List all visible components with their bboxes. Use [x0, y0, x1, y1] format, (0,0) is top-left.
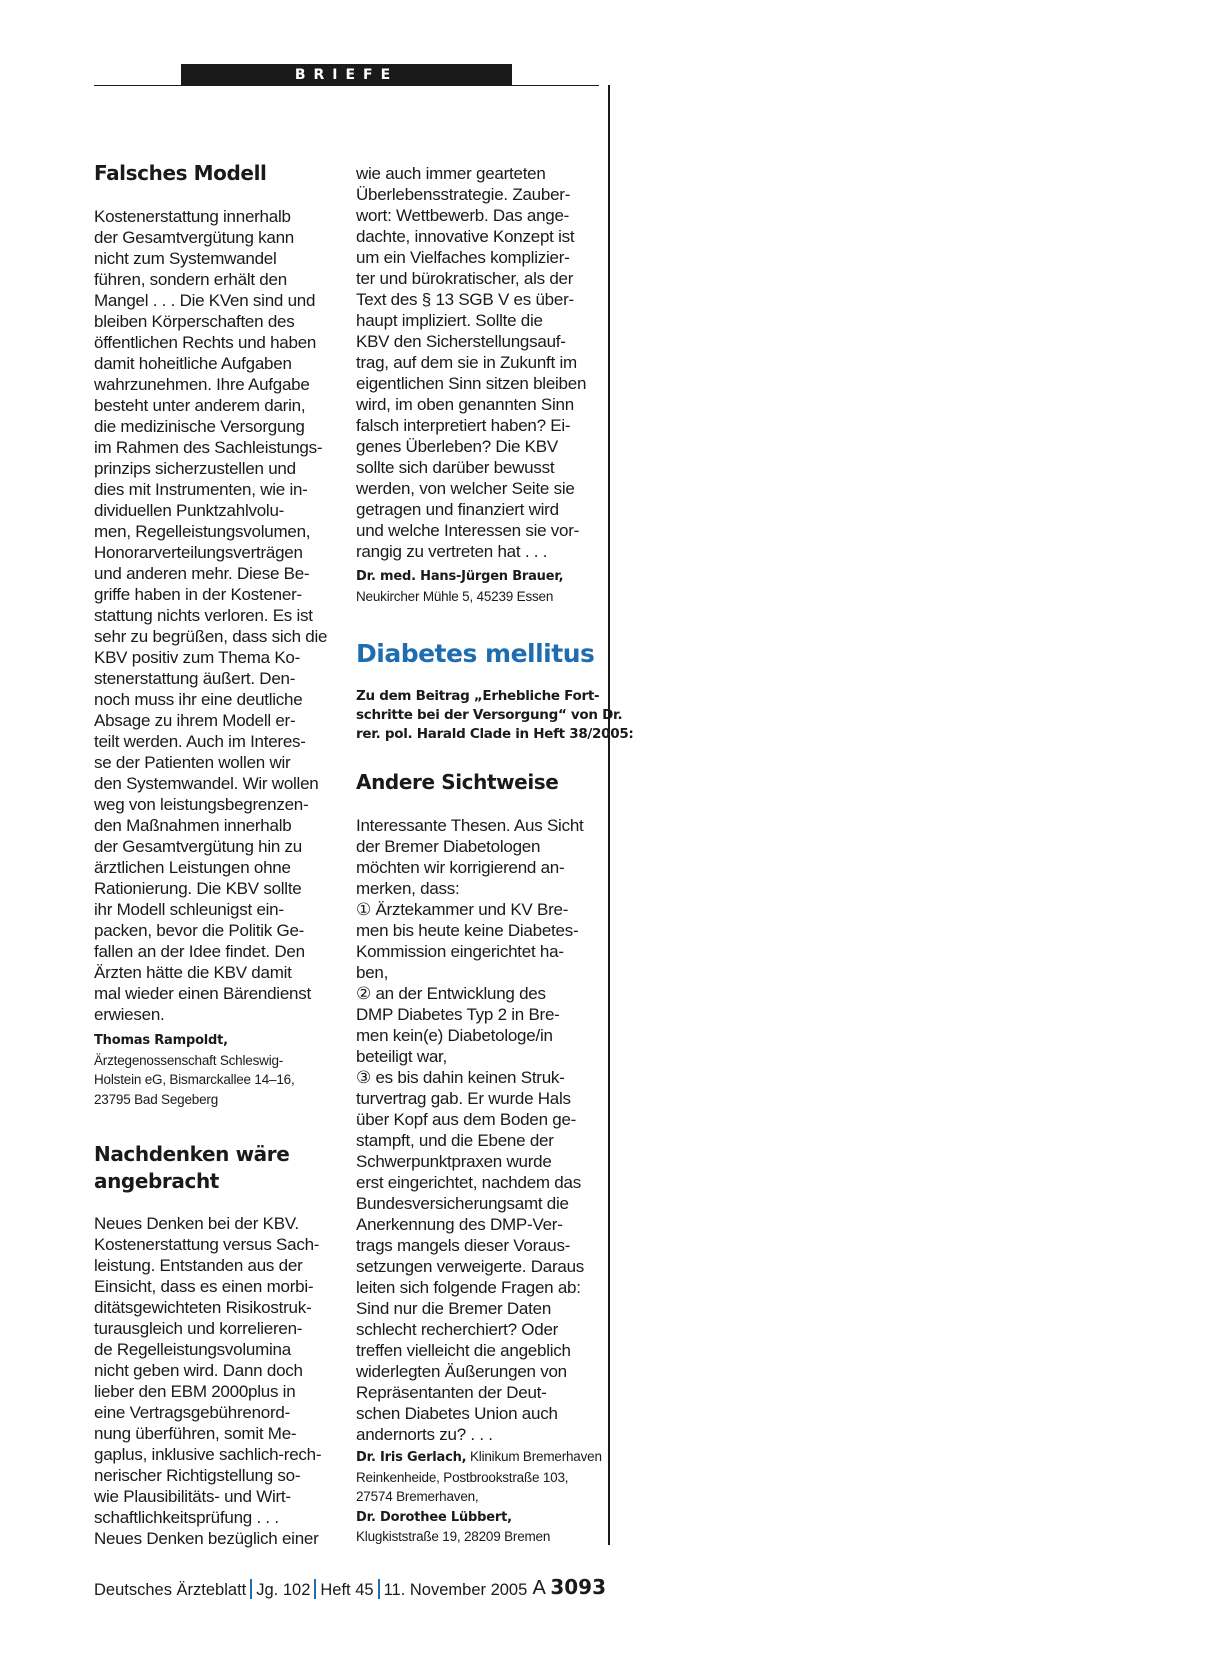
text-line: nerischer Richtigstellung so- — [94, 1466, 301, 1485]
header-rule — [94, 85, 599, 86]
author-address-line: 23795 Bad Segeberg — [94, 1091, 219, 1107]
text-line: leiten sich folgende Fragen ab: — [356, 1278, 581, 1297]
text-line: dachte, innovative Konzept ist — [356, 227, 575, 246]
text-line: ter und bürokratischer, als der — [356, 269, 574, 288]
text-line: sehr zu begrüßen, dass sich die — [94, 627, 328, 646]
text-line: noch muss ihr eine deutliche — [94, 690, 303, 709]
text-line: wird, im oben genannten Sinn — [356, 395, 574, 414]
text-line: ditätsgewichteten Risikostruk- — [94, 1298, 312, 1317]
text-line: mal wieder einen Bärendienst — [94, 984, 311, 1003]
page-prefix: A — [532, 1577, 545, 1599]
text-line: beteiligt war, — [356, 1047, 447, 1066]
text-line: stampft, und die Ebene der — [356, 1131, 554, 1150]
author-address-line: Ärztegenossenschaft Schleswig- — [94, 1052, 284, 1068]
text-line: andernorts zu? . . . — [356, 1425, 493, 1444]
text-line: um ein Vielfaches komplizier- — [356, 248, 570, 267]
text-line: und anderen mehr. Diese Be- — [94, 564, 310, 583]
section-intro — [356, 687, 634, 744]
text-line: schlecht recherchiert? Oder — [356, 1320, 559, 1339]
text-line: rangig zu vertreten hat . . . — [356, 542, 548, 561]
author-address-line: 27574 Bremerhaven, — [356, 1489, 479, 1504]
text-line: stattung nichts verloren. Es ist — [94, 606, 313, 625]
text-line: rer. pol. Harald Clade in Heft 38/2005: — [356, 726, 634, 742]
text-line: men, Regelleistungsvolumen, — [94, 522, 311, 541]
text-line: Bundesversicherungsamt die — [356, 1194, 569, 1213]
text-line: Interessante Thesen. Aus Sicht — [356, 816, 584, 835]
page-number — [533, 1575, 606, 1600]
author-name: Dr. Iris Gerlach, — [356, 1450, 467, 1465]
text-line: Sind nur die Bremer Daten — [356, 1299, 552, 1318]
text-line: schaftlichkeitsprüfung . . . — [94, 1508, 279, 1527]
text-line: trag, auf dem sie in Zukunft im — [356, 353, 577, 372]
article-body-nachdenken — [94, 1213, 321, 1549]
author-signature-gerlach-luebbert — [356, 1447, 602, 1547]
footer-separator — [314, 1579, 316, 1599]
text-line: sollte sich darüber bewusst — [356, 458, 555, 477]
page-footer — [94, 1575, 606, 1603]
text-line: merken, dass: — [356, 879, 460, 898]
text-line: Zu dem Beitrag „Erhebliche Fort- — [356, 688, 600, 704]
issue: Heft 45 — [320, 1581, 374, 1599]
text-line: Honorarverteilungsverträgen — [94, 543, 303, 562]
text-line: Neues Denken bezüglich einer — [94, 1529, 319, 1548]
text-line: Kommission eingerichtet ha- — [356, 942, 564, 961]
author-address-line: Holstein eG, Bismarckallee 14–16, — [94, 1072, 295, 1087]
text-line: packen, bevor die Politik Ge- — [94, 921, 305, 940]
text-line: trags mangels dieser Voraus- — [356, 1236, 571, 1255]
text-line: Mangel . . . Die KVen sind und — [94, 291, 316, 310]
text-line: schritte bei der Versorgung“ von Dr. — [356, 707, 623, 723]
text-line: nicht geben wird. Dann doch — [94, 1361, 303, 1380]
text-line: lieber den EBM 2000plus in — [94, 1382, 296, 1401]
text-line: werden, von welcher Seite sie — [356, 479, 575, 498]
text-line: fallen an der Idee findet. Den — [94, 942, 305, 961]
article-title-line: angebracht — [94, 1169, 219, 1193]
author-address-line: Klugkiststraße 19, 28209 Bremen — [356, 1529, 551, 1544]
text-line: setzungen verweigerte. Daraus — [356, 1257, 585, 1276]
text-line: genes Überleben? Die KBV — [356, 437, 558, 456]
text-line: turvertrag gab. Er wurde Hals — [356, 1089, 571, 1108]
text-line: dies mit Instrumenten, wie in- — [94, 480, 308, 499]
article-body-andere-sichtweise — [356, 815, 584, 1445]
column-rule — [608, 85, 610, 1545]
text-line: Neues Denken bei der KBV. — [94, 1214, 299, 1233]
text-line: eine Vertragsgebührenord- — [94, 1403, 290, 1422]
text-line: Ärzten hätte die KBV damit — [94, 963, 292, 982]
text-line: weg von leistungsbegrenzen- — [94, 795, 309, 814]
text-line: möchten wir korrigierend an- — [356, 858, 565, 877]
text-line: haupt impliziert. Sollte die — [356, 311, 543, 330]
text-line: wie auch immer gearteten — [356, 164, 546, 183]
text-line: Überlebensstrategie. Zauber- — [356, 185, 571, 204]
text-line: Absage zu ihrem Modell er- — [94, 711, 296, 730]
text-line: der Bremer Diabetologen — [356, 837, 541, 856]
text-line: getragen und finanziert wird — [356, 500, 559, 519]
article-body-falsches-modell — [94, 206, 327, 1025]
text-line: die medizinische Versorgung — [94, 417, 305, 436]
text-line: erwiesen. — [94, 1005, 165, 1024]
text-line: dividuellen Punktzahlvolu- — [94, 501, 285, 520]
author-name: Thomas Rampoldt, — [94, 1033, 228, 1048]
journal-name: Deutsches Ärzteblatt — [94, 1581, 247, 1599]
text-line: und welche Interessen sie vor- — [356, 521, 580, 540]
text-line: Kostenerstattung versus Sach- — [94, 1235, 320, 1254]
text-line: eigentlichen Sinn sitzen bleiben — [356, 374, 587, 393]
text-line: Rationierung. Die KBV sollte — [94, 879, 302, 898]
text-line: schen Diabetes Union auch — [356, 1404, 558, 1423]
author-name: Dr. Dorothee Lübbert, — [356, 1509, 512, 1525]
text-line: gaplus, inklusive sachlich-rech- — [94, 1445, 322, 1464]
text-line: im Rahmen des Sachleistungs- — [94, 438, 323, 457]
text-line: Schwerpunktpraxen wurde — [356, 1152, 552, 1171]
text-line: Einsicht, dass es einen morbi- — [94, 1277, 314, 1296]
text-line: DMP Diabetes Typ 2 in Bre- — [356, 1005, 560, 1024]
text-line: den Systemwandel. Wir wollen — [94, 774, 319, 793]
text-line: ③ es bis dahin keinen Struk- — [356, 1068, 565, 1087]
text-line: ben, — [356, 963, 389, 982]
text-line: erst eingerichtet, nachdem das — [356, 1173, 581, 1192]
author-address-line: Reinkenheide, Postbrookstraße 103, — [356, 1469, 569, 1485]
author-signature-brauer — [356, 566, 563, 606]
section-title-diabetes: Diabetes mellitus — [356, 639, 595, 668]
text-line: treffen vielleicht die angeblich — [356, 1341, 571, 1360]
author-address-line: Klinikum Bremerhaven — [466, 1449, 602, 1464]
text-line: öffentlichen Rechts und haben — [94, 333, 317, 352]
text-line: wie Plausibilitäts- und Wirt- — [94, 1487, 291, 1506]
text-line: der Gesamtvergütung kann — [94, 228, 295, 247]
text-line: turausgleich und korrelieren- — [94, 1319, 303, 1338]
text-line: men bis heute keine Diabetes- — [356, 921, 579, 940]
text-line: ihr Modell schleunigst ein- — [94, 900, 284, 919]
article-title-falsches-modell: Falsches Modell — [94, 161, 267, 185]
footer-separator — [250, 1579, 252, 1599]
text-line: falsch interpretiert haben? Ei- — [356, 416, 571, 435]
text-line: wahrzunehmen. Ihre Aufgabe — [94, 375, 310, 394]
text-line: besteht unter anderem darin, — [94, 396, 306, 415]
article-title-nachdenken — [94, 1141, 289, 1195]
text-line: men kein(e) Diabetologe/in — [356, 1026, 553, 1045]
section-header: BRIEFE — [181, 64, 512, 86]
footer-separator — [378, 1579, 380, 1599]
text-line: den Maßnahmen innerhalb — [94, 816, 292, 835]
text-line: Anerkennung des DMP-Ver- — [356, 1215, 563, 1234]
text-line: führen, sondern erhält den — [94, 270, 287, 289]
text-line: wort: Wettbewerb. Das ange- — [356, 206, 570, 225]
text-line: KBV positiv zum Thema Ko- — [94, 648, 301, 667]
article-title-line: Nachdenken wäre — [94, 1142, 290, 1166]
article-title-andere-sichtweise: Andere Sichtweise — [356, 770, 559, 794]
text-line: de Regelleistungsvolumina — [94, 1340, 291, 1359]
text-line: bleiben Körperschaften des — [94, 312, 295, 331]
text-line: Text des § 13 SGB V es über- — [356, 290, 574, 309]
author-name: Dr. med. Hans-Jürgen Brauer, — [356, 569, 564, 584]
article-body-continued — [356, 163, 586, 562]
text-line: teilt werden. Auch im Interes- — [94, 732, 306, 751]
text-line: nung überführen, somit Me- — [94, 1424, 297, 1443]
text-line: leistung. Entstanden aus der — [94, 1256, 303, 1275]
text-line: ärztlichen Leistungen ohne — [94, 858, 291, 877]
text-line: der Gesamtvergütung hin zu — [94, 837, 303, 856]
volume: Jg. 102 — [256, 1581, 311, 1599]
text-line: über Kopf aus dem Boden ge- — [356, 1110, 577, 1129]
author-signature-rampoldt — [94, 1030, 295, 1109]
issue-date: 11. November 2005 — [383, 1581, 528, 1599]
text-line: stenerstattung äußert. Den- — [94, 669, 296, 688]
text-line: se der Patienten wollen wir — [94, 753, 291, 772]
text-line: Kostenerstattung innerhalb — [94, 207, 291, 226]
text-line: ① Ärztekammer und KV Bre- — [356, 900, 569, 919]
page-number-value: 3093 — [550, 1575, 606, 1599]
text-line: widerlegten Äußerungen von — [356, 1362, 567, 1381]
author-address-line: Neukircher Mühle 5, 45239 Essen — [356, 588, 554, 604]
text-line: griffe haben in der Kostener- — [94, 585, 302, 604]
text-line: Repräsentanten der Deut- — [356, 1383, 547, 1402]
text-line: damit hoheitliche Aufgaben — [94, 354, 292, 373]
text-line: KBV den Sicherstellungsauf- — [356, 332, 566, 351]
text-line: nicht zum Systemwandel — [94, 249, 277, 268]
text-line: prinzips sicherzustellen und — [94, 459, 296, 478]
text-line: ② an der Entwicklung des — [356, 984, 546, 1003]
